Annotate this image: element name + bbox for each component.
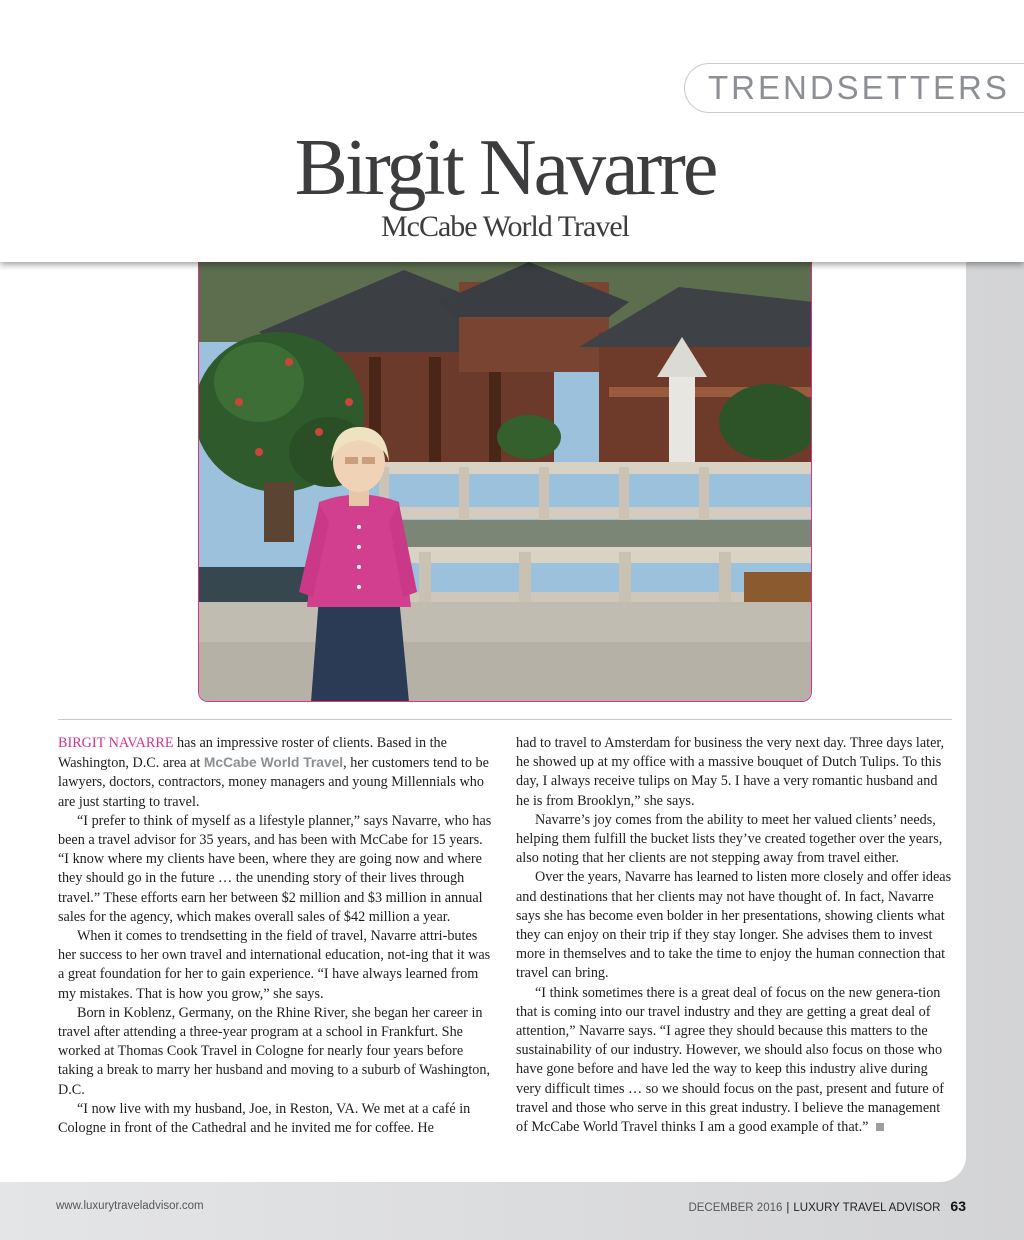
article-headline: Birgit Navarre (294, 124, 716, 212)
paragraph-text: , her customers tend to be lawyers, doctors, contractors, money managers and young Millennials who are just starting to travel. (58, 755, 489, 810)
page-footer (0, 1186, 1024, 1240)
paragraph: Navarre’s joy comes from the ability to meet her valued clients’ needs, helping them fulfill the bucket lists they’ve created together over the years, also noting that her clients are not stepping away from travel either. (516, 811, 943, 867)
section-divider (58, 719, 952, 720)
paragraph: “I prefer to think of myself as a lifestyle planner,” says Navarre, who has been a travel advisor for 35 years, and has been with McCabe for 15 years. “I know where my clients have been, where they are going now and where they should go in the future … the unending story of their lives through travel.” These efforts earn her between $2 million and $3 million in annual sales for the agency, which makes overall sales of $42 million a year. (58, 812, 492, 925)
paragraph (516, 984, 952, 1138)
travel-photo-icon (198, 262, 812, 702)
paragraph: “I now live with my husband, Joe, in Reston, VA. We met at a café in Cologne in front of the Cathedral and he invited me for coffee. He (58, 1100, 471, 1137)
paragraph-text: “I think sometimes there is a great deal of focus on the new genera-tion that is coming into our travel industry and they are getting a great deal of attention,” Navarre says. “I agree they should because this matters to the sustainability of our industry. However, we should also focus on those who have gone before and have led the way to keep this industry alive during very difficult times … so we should focus on the past, present and future of travel and those who serve in this great industry. I believe the management of McCabe World Travel thinks I am a good example of that.” (516, 984, 945, 1136)
footer-folio (688, 1198, 966, 1214)
paragraph (58, 734, 494, 812)
article-column-right (516, 734, 952, 1137)
website-url[interactable]: www.luxurytraveladvisor.com (56, 1200, 204, 1212)
paragraph: Born in Koblenz, Germany, on the Rhine River, she began her career in travel after attending a three-year program at a school in Frankfurt. She worked at Thomas Cook Travel in Cologne for nearly four years before taking a break to marry her husband and moving to a suburb of Washington, D.C. (58, 1004, 491, 1098)
lead-in: BIRGIT NAVARRE (58, 735, 174, 751)
article-column-left (58, 734, 494, 1138)
article-subhead: McCabe World Travel (380, 210, 629, 243)
issue-date: DECEMBER 2016 (688, 1202, 783, 1214)
end-mark-icon (876, 1123, 884, 1131)
paragraph: Over the years, Navarre has learned to listen more closely and offer ideas and destinations that her clients may not have thought of. In fact, Navarre says she has become even bolder in her presentations, showing clients what they can enjoy on their trip if they stay longer. She advises them to invest more in themselves and to take the time to enjoy the human connection that travel can bring. (516, 869, 952, 982)
section-label: TRENDSETTERS (708, 69, 1010, 106)
paragraph: had to travel to Amsterdam for business the very next day. Three days later, he showed up at my office with a massive bouquet of Dutch Tulips. To this day, I always receive tulips on May 5. I have a very romantic husband and he is from Brooklyn,” she says. (516, 735, 945, 809)
agency-name: McCabe World Travel (203, 755, 344, 771)
page-number: 63 (950, 1198, 966, 1214)
paragraph-text: has an impressive roster of clients. Based in the Washington, D.C. area at (58, 735, 447, 772)
paragraph: When it comes to trendsetting in the field of travel, Navarre attri-butes her success to her own travel and international education, not-ing that it was a great foundation for her to gain experience. “I have always learned from my mistakes. That is how you grow,” she says. (58, 928, 491, 1002)
photo-illustration (199, 262, 812, 702)
footer-separator: | (786, 1202, 790, 1214)
header-band (0, 0, 1024, 262)
magazine-name: LUXURY TRAVEL ADVISOR (793, 1202, 941, 1214)
